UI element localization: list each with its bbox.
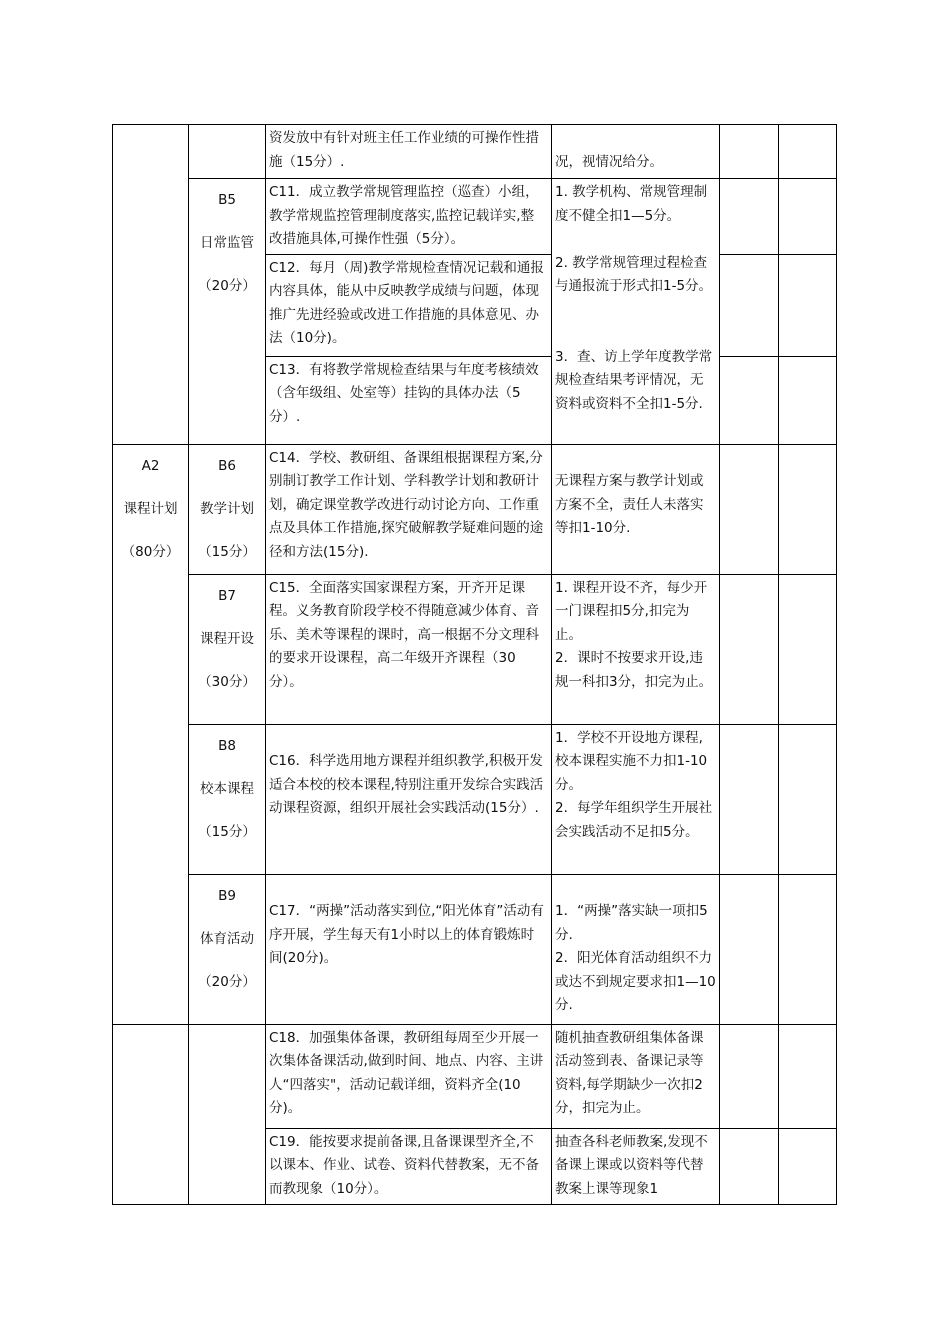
table-row: [113, 874, 837, 1024]
score-cell: [720, 1024, 779, 1128]
b9-name: 体育活动: [200, 930, 254, 947]
score-cell: [720, 574, 779, 724]
standard-text: 况，视情况给分。: [555, 153, 663, 170]
remark-cell: [779, 179, 837, 255]
standard-cell: [552, 874, 720, 1024]
b7-name: 课程开设: [200, 630, 254, 647]
b7-score: （30分）: [198, 673, 256, 690]
criteria-cell: [266, 179, 552, 255]
criteria-text: C19．能按要求提前备课,且备课课型齐全,不以课本、作业、试卷、资料代替教案，无不备而教现象（10分）。: [269, 1133, 539, 1197]
criteria-text: C14．学校、教研组、备课组根据课程方案,分别制订教学工作计划、学科教学计划和教研计划，确定课堂教学改进行动讨论方向、工作重点及具体工作措施,探究破解教学疑难问题的途径和方法(15分).: [269, 449, 544, 560]
score-cell: [720, 444, 779, 574]
remark-cell: [779, 125, 837, 179]
standard-text: 1. 教学机构、常规管理制度不健全扣1—5分。 2. 教学常规管理过程检查与通报流于形式扣1-5分。 3．查、访上学年度教学常规检查结果考评情况，无资料或资料不全扣1-5分.: [555, 184, 713, 412]
a2-name: 课程计划: [123, 500, 178, 517]
b9-score: （20分）: [198, 973, 256, 990]
b6-name: 教学计划: [200, 500, 254, 517]
standard-text: 1．“两操”落实缺一项扣5分. 2．阳光体育活动组织不力或达不到规定要求扣1—10分.: [555, 903, 716, 1013]
criteria-text: C17．“两操”活动落实到位,“阳光体育”活动有序开展，学生每天有1小时以上的体育锻炼时间(20分)。: [269, 903, 544, 966]
standard-text: 无课程方案与教学计划或方案不全，责任人未落实等扣1-10分.: [555, 473, 704, 536]
criteria-cell: [266, 1128, 552, 1204]
b7-code: B7: [218, 587, 236, 604]
b-cell-empty: [189, 1024, 266, 1204]
criteria-text: C11．成立教学常规管理监控（巡查）小组，教学常规监控管理制度落实,监控记载详实,整改措施具体,可操作性强（5分）。: [269, 184, 539, 247]
table-row: [113, 574, 837, 724]
remark-cell: [779, 574, 837, 724]
b5-score: （20分）: [198, 278, 256, 294]
criteria-text: C16．科学选用地方课程并组织教学,积极开发适合本校的校本课程,特别注重开发综合实践活动课程资源，组织开展社会实践活动(15分）.: [269, 753, 544, 816]
remark-cell: [779, 356, 837, 444]
b6-score: （15分）: [198, 543, 256, 560]
score-cell: [720, 254, 779, 356]
criteria-cell: [266, 1024, 552, 1128]
a-cell-empty: [113, 1024, 189, 1204]
b9-code: B9: [218, 887, 236, 904]
criteria-cell: [266, 444, 552, 574]
standard-cell: [552, 444, 720, 574]
table-row: [113, 125, 837, 179]
standard-cell: [552, 1128, 720, 1204]
remark-cell: [779, 1024, 837, 1128]
standard-cell: [552, 125, 720, 179]
standard-cell: [552, 179, 720, 445]
remark-cell: [779, 874, 837, 1024]
b-cell-empty: [189, 125, 266, 179]
criteria-text: C18．加强集体备课，教研组每周至少开展一次集体备课活动,做到时间、地点、内容、主讲人“四落实"，活动记载详细，资料齐全(10分)。: [269, 1029, 544, 1116]
b6-code: B6: [218, 457, 236, 474]
standard-cell: [552, 1024, 720, 1128]
score-cell: [720, 724, 779, 874]
b9-cell: [189, 874, 266, 1024]
criteria-text: C13．有将教学常规检查结果与年度考核绩效（含年级组、处室等）挂钩的具体办法（5分）.: [269, 361, 539, 425]
criteria-cell: [266, 574, 552, 724]
criteria-cell: [266, 874, 552, 1024]
score-cell: [720, 125, 779, 179]
score-cell: [720, 1128, 779, 1204]
criteria-cell: [266, 724, 552, 874]
standard-cell: [552, 724, 720, 874]
criteria-cell: [266, 254, 552, 356]
criteria-cell: [266, 125, 552, 179]
criteria-text: C15．全面落实国家课程方案，开齐开足课程。义务教育阶段学校不得随意减少体育、音乐、美术等课程的课时，高一根据不分文理科的要求开设课程，高二年级开齐课程（30分）。: [269, 579, 539, 690]
standard-cell: [552, 574, 720, 724]
table-row: [113, 444, 837, 574]
remark-cell: [779, 1128, 837, 1204]
table-row: [113, 179, 837, 255]
b5-code: B5: [218, 192, 236, 208]
table-row: [113, 1024, 837, 1128]
standard-text: 1．学校不开设地方课程,校本课程实施不力扣1-10分。 2．每学年组织学生开展社会实践活动不足扣5分。: [555, 729, 713, 840]
remark-cell: [779, 254, 837, 356]
b8-cell: [189, 724, 266, 874]
a2-score: （80分）: [121, 543, 180, 560]
standard-text: 1. 课程开设不齐，每少开一门课程扣5分,扣完为止。 2．课时不按要求开设,违规一科扣3分，扣完为止。: [555, 579, 713, 690]
a2-code: A2: [141, 457, 160, 474]
criteria-text: C12．每月（周)教学常规检查情况记载和通报内容具体，能从中反映教学成绩与问题，体现推广先进经验或改进工作措施的具体意见、办法（10分)。: [269, 259, 544, 346]
criteria-cell: [266, 356, 552, 444]
remark-cell: [779, 444, 837, 574]
score-cell: [720, 356, 779, 444]
b8-code: B8: [218, 737, 236, 754]
table-row: [113, 724, 837, 874]
score-cell: [720, 179, 779, 255]
evaluation-table: [112, 124, 837, 1205]
a2-cell: [113, 444, 189, 1024]
standard-text: 随机抽查教研组集体备课活动签到表、备课记录等资料,每学期缺少一次扣2分，扣完为止。: [555, 1029, 704, 1116]
standard-text: 抽查各科老师教案,发现不备课上课或以资料等代替教案上课等现象1: [555, 1133, 708, 1197]
b8-name: 校本课程: [200, 780, 254, 797]
b6-cell: [189, 444, 266, 574]
b5-name: 日常监管: [200, 235, 254, 251]
b8-score: （15分）: [198, 823, 256, 840]
criteria-text: 资发放中有针对班主任工作业绩的可操作性措施（15分）.: [269, 130, 539, 170]
a-cell-empty: [113, 125, 189, 445]
b5-cell: [189, 179, 266, 445]
score-cell: [720, 874, 779, 1024]
b7-cell: [189, 574, 266, 724]
remark-cell: [779, 724, 837, 874]
